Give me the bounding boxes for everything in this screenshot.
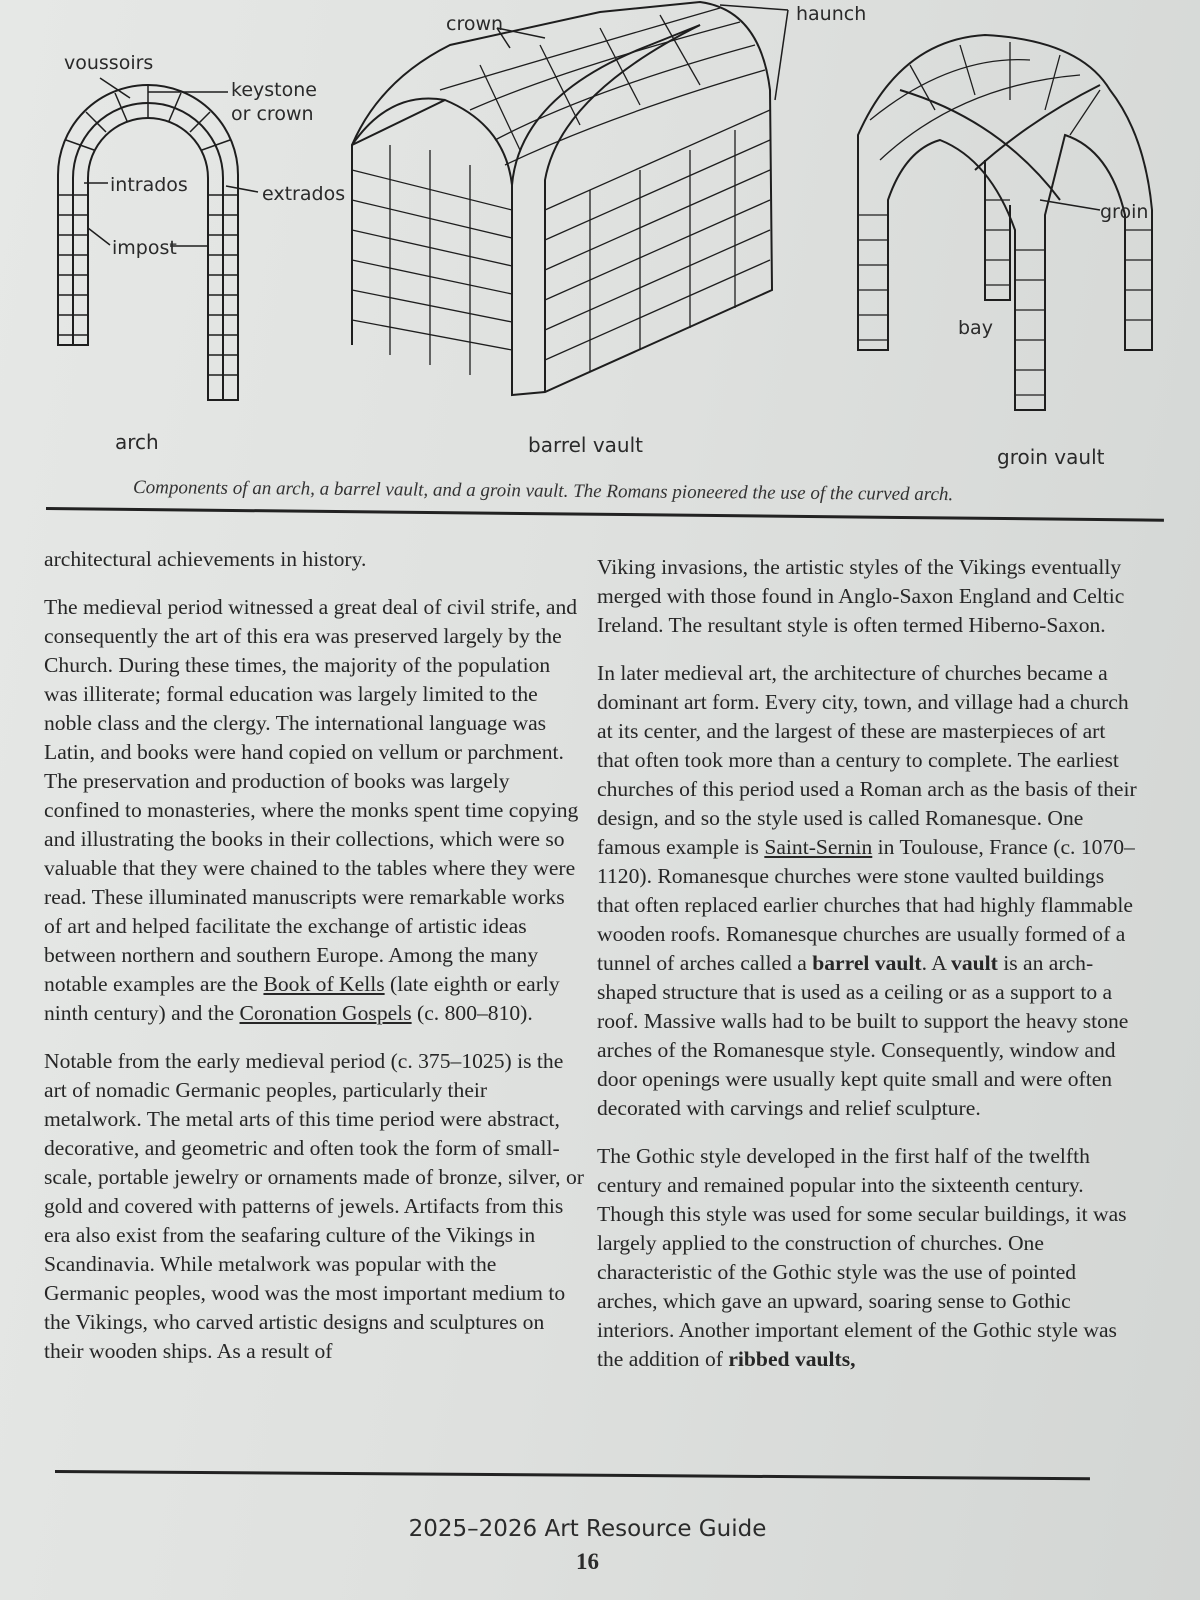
term-barrel-vault: barrel vault <box>812 951 922 975</box>
left-column <box>44 545 584 1385</box>
arch-vault-illustration <box>0 0 1200 470</box>
right-p1-d: is an arch-shaped structure that is used as a ceiling or as a support to a roof. Massive walls had to be built to support the heavy stone arches of the Romanesque style. Consequently, window and door openings were usually kept quite small and were often decorated with carvings and relief sculpture. <box>597 951 1129 1120</box>
footer-divider <box>55 1470 1090 1480</box>
caption-groin-vault: groin vault <box>997 445 1105 469</box>
term-vault: vault <box>951 951 998 975</box>
figure-caption: Components of an arch, a barrel vault, and a groin vault. The Romans pioneered the use of the curved arch. <box>132 477 954 506</box>
label-extrados: extrados <box>262 183 346 205</box>
right-p1-b: in Toulouse, France (c. 1070–1120). Romanesque churches were stone vaulted buildings that often replaced earlier churches that had highly flammable wooden roofs. Romanesque churches are usually formed of a tunnel of arches called a <box>597 835 1135 975</box>
left-paragraph-2: Notable from the early medieval period (c. 375–1025) is the art of nomadic Germanic peoples, particularly their metalwork. The metal arts of this time period were abstract, decorative, and geometric and often took the form of small-scale, portable jewelry or ornaments made of bronze, silver, or gold and covered with patterns of jewels. Artifacts from this era also exist from the seafaring culture of the Vikings in Scandinavia. While metalwork was popular with the Germanic peoples, wood was the most important medium to the Vikings, who carved artistic designs and sculptures on their wooden ships. As a result of <box>44 1049 584 1363</box>
right-paragraph-2 <box>597 1142 1137 1374</box>
label-keystone: keystone or crown <box>231 79 317 125</box>
right-p1-c: . A <box>921 951 952 975</box>
label-bay: bay <box>958 317 993 339</box>
left-paragraph-1 <box>44 593 584 1028</box>
left-p1-end: (c. 800–810). <box>411 1001 533 1025</box>
term-ribbed-vaults: ribbed vaults, <box>728 1347 856 1371</box>
right-p2-a: The Gothic style developed in the first half of the twelfth century and remained popular into the sixteenth century. Though this style was used for some secular buildings, it was largely applied to the construction of churches. One characteristic of the Gothic style was the use of pointed arches, which gave an upward, soaring sense to Gothic interiors. Another important element of the Gothic style was the addition of <box>597 1144 1127 1371</box>
book-of-kells-link[interactable]: Book of Kells <box>263 972 385 996</box>
page-number: 16 <box>576 1549 599 1574</box>
right-paragraph-1 <box>597 659 1137 1123</box>
saint-sernin-link[interactable]: Saint-Sernin <box>764 835 873 859</box>
caption-divider <box>46 507 1164 522</box>
right-column <box>597 553 1137 1393</box>
coronation-gospels-link[interactable]: Coronation Gospels <box>239 1001 412 1025</box>
right-p1-a: In later medieval art, the architecture of churches became a dominant art form. Every city, town, and village had a church at its center, and the largest of these are masterpieces of art that often took more than a century to complete. The earliest churches of this period used a Roman arch as the basis of their design, and so the style used is called Romanesque. One famous example is <box>597 661 1137 859</box>
label-groin: groin <box>1100 201 1149 223</box>
caption-arch: arch <box>115 430 159 454</box>
footer-title: 2025–2026 Art Resource Guide <box>408 1516 767 1542</box>
label-crown: crown <box>446 13 504 35</box>
barrel-vault-drawing <box>352 2 788 395</box>
right-paragraph-0: Viking invasions, the artistic styles of the Vikings eventually merged with those found in Anglo-Saxon England and Celtic Ireland. The resultant style is often termed Hiberno-Saxon. <box>597 555 1125 637</box>
label-impost: impost <box>112 237 177 259</box>
label-voussoirs: voussoirs <box>64 52 154 74</box>
left-p1-mid: (late eighth or early ninth century) and the <box>44 972 560 1025</box>
left-paragraph-0: architectural achievements in history. <box>44 547 367 571</box>
left-p1-text: The medieval period witnessed a great deal of civil strife, and consequently the art of this era was preserved largely by the Church. During these times, the majority of the population was illiterate; formal education was largely limited to the noble class and the clergy. The international language was Latin, and books were hand copied on vellum or parchment. The preservation and production of books was largely confined to monasteries, where the monks spent time copying and illustrating the books in their collections, which were so valuable that they were chained to the tables where they were read. These illuminated manuscripts were remarkable works of art and helped facilitate the exchange of artistic ideas between northern and southern Europe. Among the many notable examples are the <box>44 595 579 996</box>
label-intrados: intrados <box>110 174 188 196</box>
caption-barrel-vault: barrel vault <box>528 433 643 457</box>
arch-vault-figure <box>0 0 1200 506</box>
label-haunch: haunch <box>796 3 867 25</box>
